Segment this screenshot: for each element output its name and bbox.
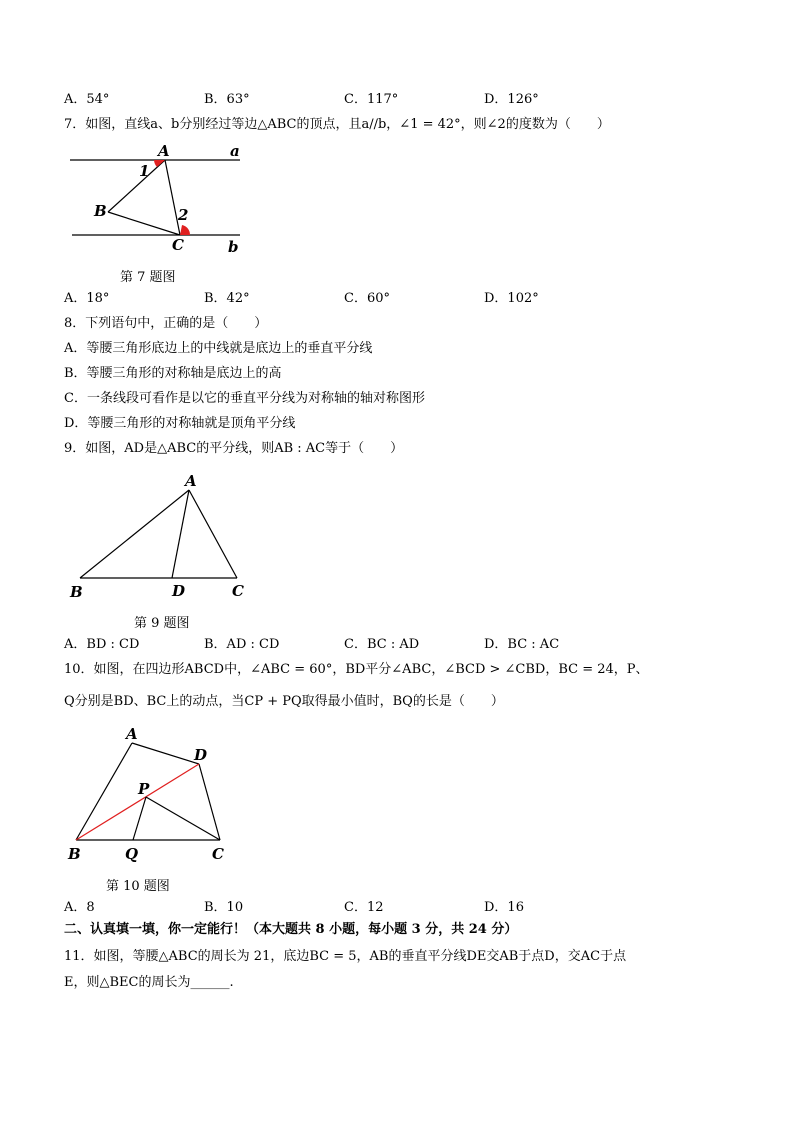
q7-angle1-mark [154, 160, 165, 167]
q9-label-D: D [172, 582, 186, 600]
q10-label-Q: Q [125, 845, 139, 863]
q8-choice-b[interactable]: B．等腰三角形的对称轴是底边上的高 [64, 366, 282, 381]
q9-figure [60, 470, 260, 605]
q11-line1: 11．如图，等腰△ABC的周长为 21，底边BC = 5，AB的垂直平分线DE交AB于点D，交AC于点 [64, 949, 627, 964]
q8-choice-d[interactable]: D．等腰三角形的对称轴就是顶角平分线 [64, 416, 296, 431]
q7-side-ab [108, 160, 165, 212]
section2-title: 二、认真填一填，你一定能行！（本大题共 8 小题，每小题 3 分，共 24 分） [64, 922, 518, 937]
q9-option-b[interactable]: B．AD : CD [204, 637, 280, 652]
q6-option-c[interactable]: C．117° [344, 92, 399, 107]
q7-option-a[interactable]: A．18° [64, 291, 110, 306]
q7-option-b[interactable]: B．42° [204, 291, 250, 306]
q10-side-dc [199, 764, 220, 840]
q9-stem: 9．如图，AD是△ABC的平分线，则AB : AC等于（ ） [64, 441, 404, 456]
q10-label-P: P [138, 780, 150, 798]
q10-diagonal-bd [76, 764, 199, 840]
q7-label-C: C [172, 236, 184, 254]
q9-options [64, 637, 744, 653]
q7-label-2: 2 [178, 206, 189, 224]
q10-option-c[interactable]: C．12 [344, 900, 384, 915]
q7-label-1: 1 [139, 162, 150, 180]
q10-caption: 第 10 题图 [106, 879, 170, 894]
q10-label-C: C [212, 845, 224, 863]
q9-side-ac [189, 490, 237, 578]
q10-option-b[interactable]: B．10 [204, 900, 244, 915]
q7-stem: 7．如图，直线a、b分别经过等边△ABC的顶点，且a//b，∠1 = 42°，则∠2的度数为（ ） [64, 117, 610, 132]
q10-segment-pc [146, 797, 220, 840]
q10-label-B: B [68, 845, 81, 863]
q7-angle2-mark [180, 225, 190, 235]
q7-option-c[interactable]: C．60° [344, 291, 390, 306]
q8-choice-c[interactable]: C．一条线段可看作是以它的垂直平分线为对称轴的轴对称图形 [64, 391, 425, 406]
q9-option-c[interactable]: C．BC : AD [344, 637, 420, 652]
q7-figure [60, 140, 260, 265]
q10-option-a[interactable]: A．8 [64, 900, 95, 915]
q7-label-A: A [158, 142, 170, 160]
q11-line2: E，则△BEC的周长为______. [64, 975, 234, 990]
q10-figure [60, 724, 260, 869]
q6-option-d[interactable]: D．126° [484, 92, 539, 107]
q10-stem-line2: Q分别是BD、BC上的动点，当CP + PQ取得最小值时，BQ的长是（ ） [64, 694, 504, 709]
q10-options [64, 900, 744, 916]
q10-side-ab [76, 743, 132, 840]
q8-stem: 8．下列语句中，正确的是（ ） [64, 316, 268, 331]
q10-label-D: D [194, 746, 208, 764]
q6-option-a[interactable]: A．54° [64, 92, 110, 107]
q9-option-d[interactable]: D．BC : AC [484, 637, 560, 652]
q7-side-bc [108, 212, 180, 235]
q10-stem-line1: 10．如图，在四边形ABCD中，∠ABC = 60°，BD平分∠ABC，∠BCD > ∠CBD，BC = 24，P、 [64, 662, 649, 677]
q9-bisector-ad [172, 490, 189, 578]
q9-side-ab [80, 490, 189, 578]
q10-label-A: A [126, 725, 138, 743]
q9-label-A: A [185, 472, 197, 490]
q6-options [64, 92, 744, 108]
q10-option-d[interactable]: D．16 [484, 900, 524, 915]
q7-label-B: B [94, 202, 107, 220]
q7-options [64, 291, 744, 307]
q8-choice-a[interactable]: A．等腰三角形底边上的中线就是底边上的垂直平分线 [64, 341, 373, 356]
q7-label-b: b [228, 238, 239, 256]
q9-option-a[interactable]: A．BD : CD [64, 637, 140, 652]
q7-label-a: a [230, 142, 240, 160]
q7-caption: 第 7 题图 [120, 270, 176, 285]
q9-label-C: C [232, 582, 244, 600]
q9-label-B: B [70, 583, 83, 601]
q6-option-b[interactable]: B．63° [204, 92, 250, 107]
q7-option-d[interactable]: D．102° [484, 291, 539, 306]
q10-side-ad [132, 743, 199, 764]
q9-caption: 第 9 题图 [134, 616, 190, 631]
